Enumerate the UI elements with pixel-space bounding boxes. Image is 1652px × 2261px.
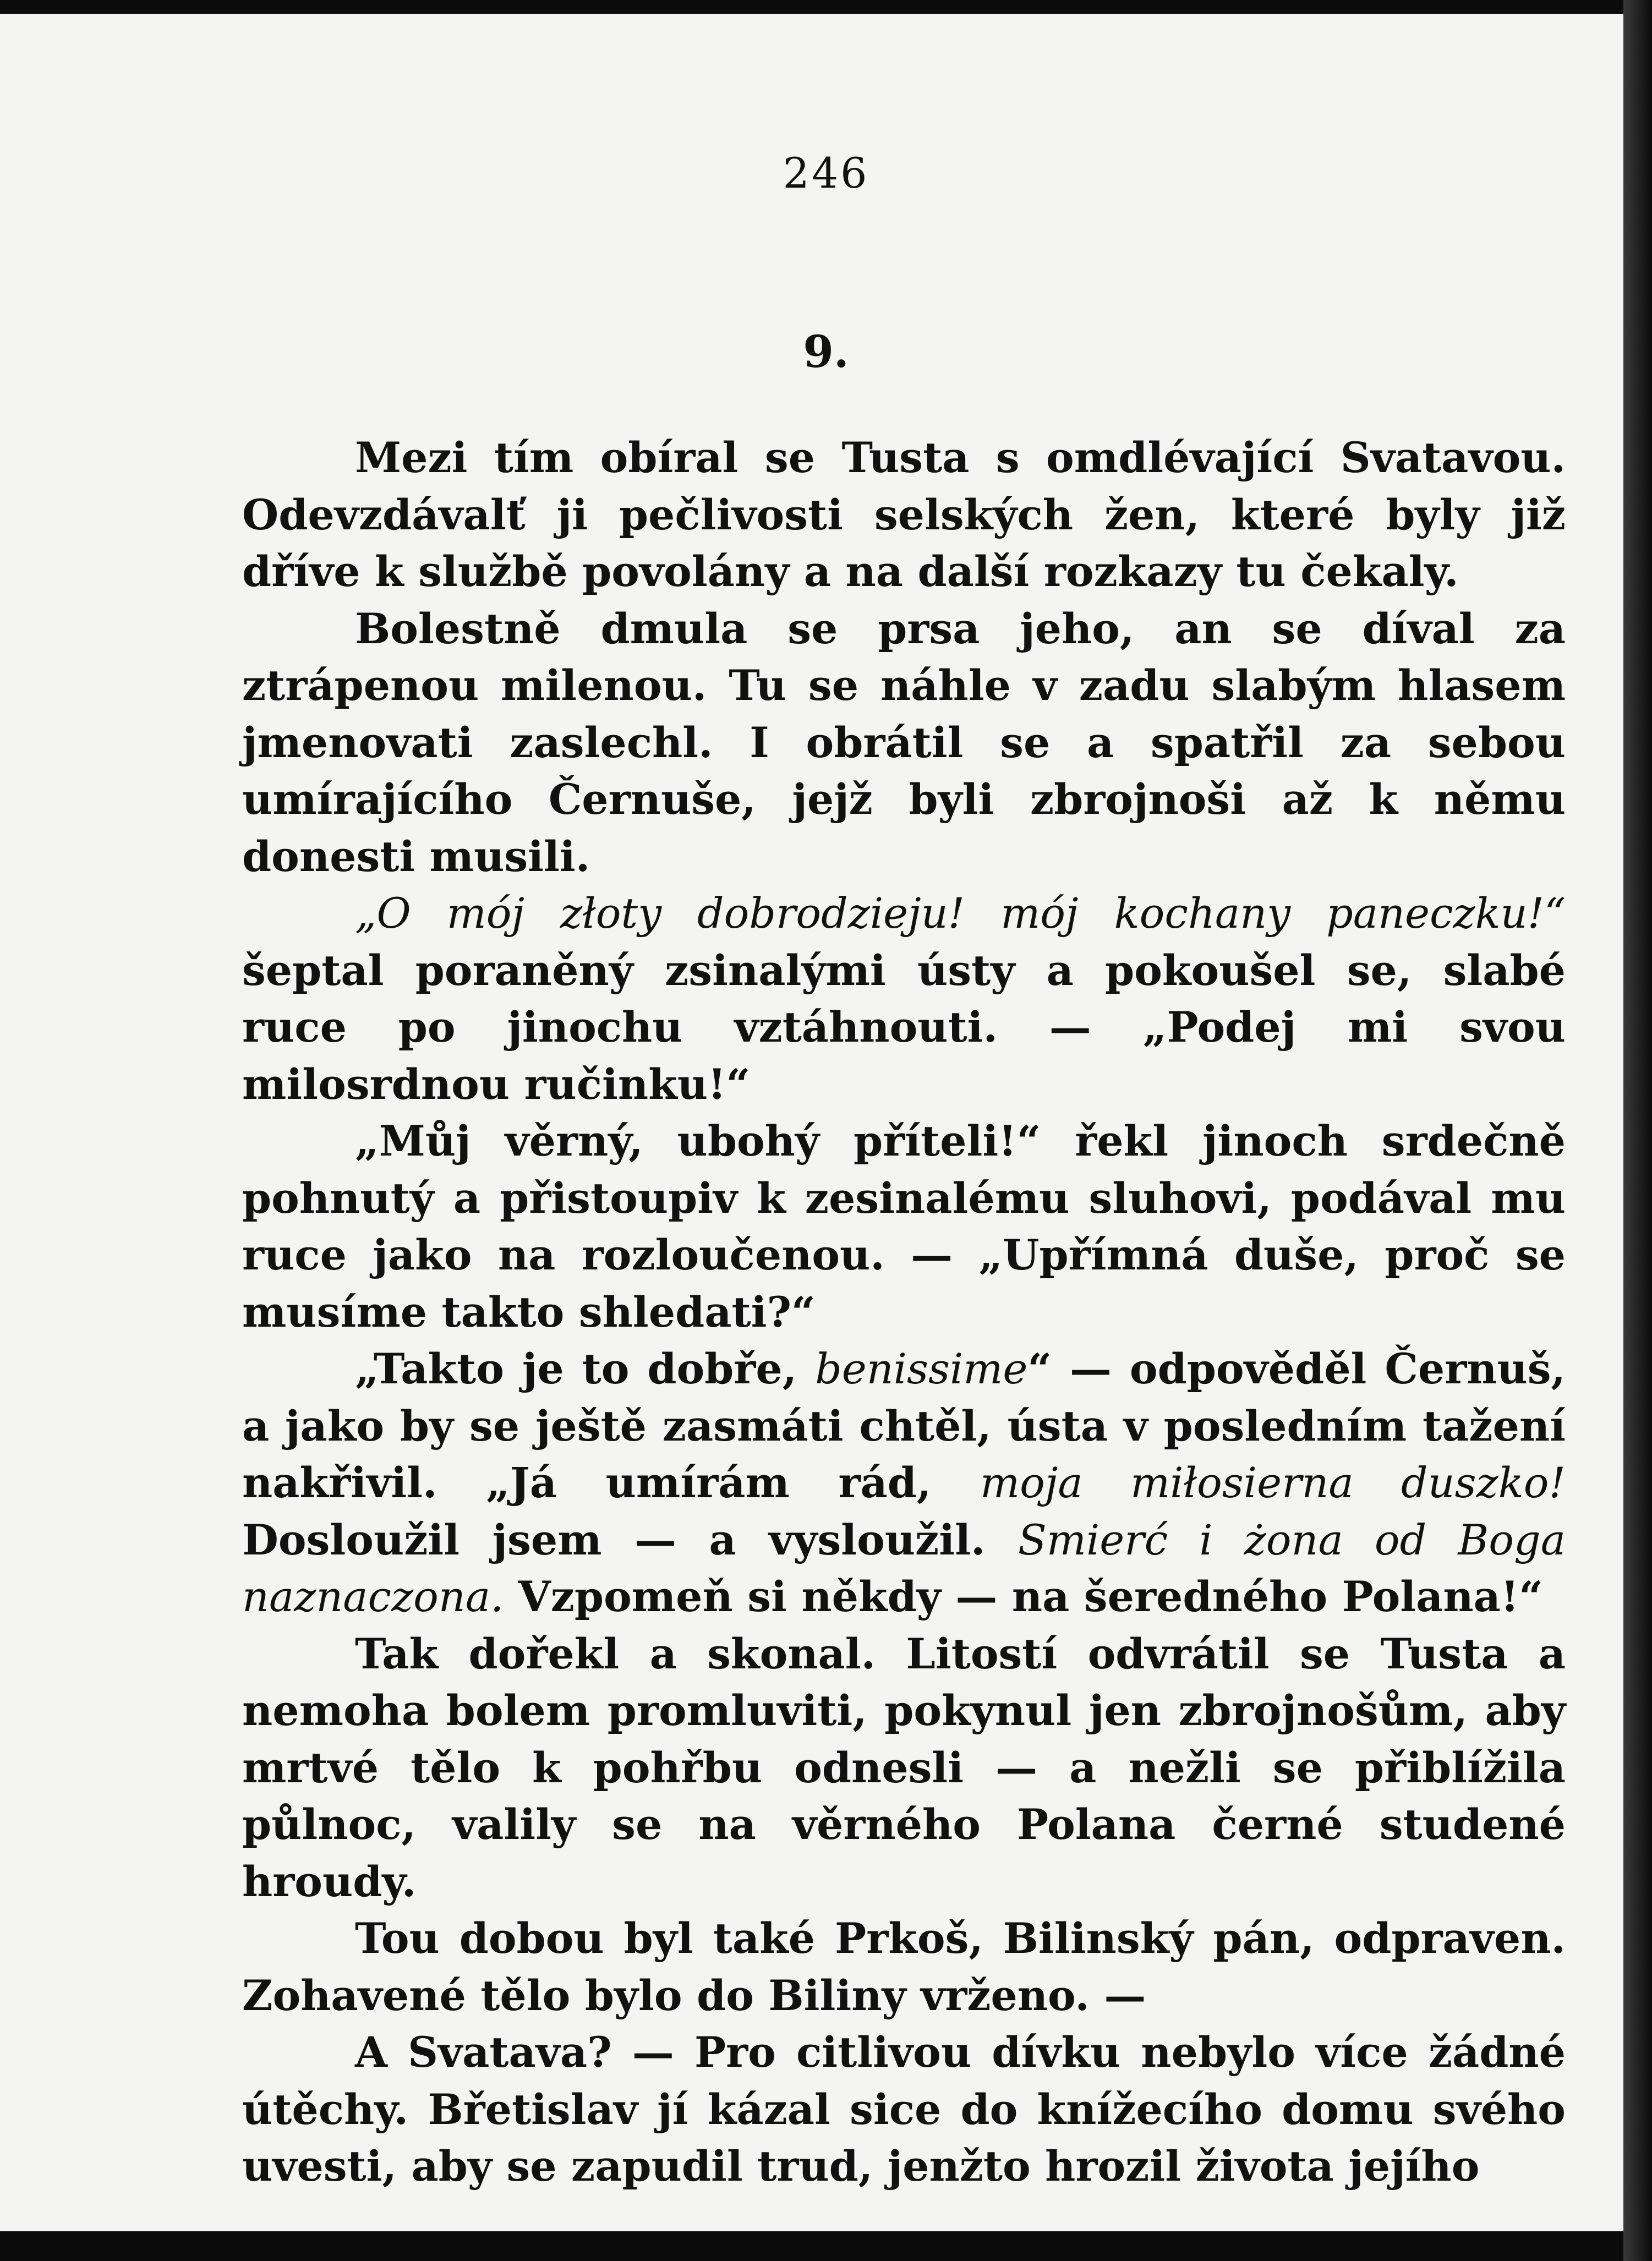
paragraph [242,2024,1566,2195]
text-run: Bolestně dmula se prsa jeho, an se díval za ztrápenou milenou. Tu se náhle v zadu slabým hlasem jmenovati zaslechl. I obrátil se a spatřil za sebou umírajícího Černuše, jejž byli zbrojnoši až k němu donesti musili. [242,604,1566,881]
text-run: Tou dobou byl také Prkoš, Bilinský pán, odpraven. Zohavené tělo bylo do Biliny vrženo. — [242,1914,1566,2020]
paragraph [242,1340,1566,1625]
paragraph [242,600,1566,885]
paragraph [242,885,1566,1113]
text-run: šeptal poraněný zsinalými ústy a pokoušel se, slabé ruce po jinochu vztáhnouti. — „Podej mi svou milosrdnou ručinku!“ [242,945,1566,1109]
italic-run: benissime [815,1344,1028,1393]
text-run: A Svatava? — Pro citlivou dívku nebylo více žádné útěchy. Břetislav jí kázal sice do knížecího domu svého uvesti, aby se zapudil trud, jenžto hrozil života jejího [242,2028,1566,2191]
paragraph [242,429,1566,600]
text-run: „Můj věrný, ubohý příteli!“ řekl jinoch srdečně pohnutý a přistoupiv k zesinalému sluhovi, podával mu ruce jako na rozloučenou. — „Upřímná duše, proč se musíme takto shledati?“ [242,1116,1566,1337]
body-text [242,429,1566,2195]
italic-run: moja miłosierna duszko! [980,1458,1566,1507]
page-number: 246 [783,149,869,198]
chapter-heading: 9. [803,326,849,377]
italic-run: Smierć i żona od Boga naznaczona. [242,1515,1566,1621]
text-run: Dosloužil jsem — a vysloužil. [242,1515,1018,1564]
paragraph [242,1625,1566,1910]
text-run: Vzpomeň si někdy — na šeredného Polana!“ [504,1572,1543,1621]
text-run: Tak dořekl a skonal. Litostí odvrátil se Tusta a nemoha bolem promluviti, pokynul jen zbrojnošům, aby mrtvé tělo k pohřbu odnesli — a nežli se přiblížila půlnoc, valily se na věrného Polana černé studené hroudy. [242,1629,1566,1906]
text-run: “ — odpověděl Černuš, a jako by se ještě zasmáti chtěl, ústa v posledním tažení nakřivil. „Já umírám rád, [242,1344,1566,1507]
text-run: „Takto je to dobře, [355,1344,816,1393]
text-run: Mezi tím obíral se Tusta s omdlévající Svatavou. Odevzdávalť ji pečlivosti selských žen, které byly již dříve k službě povolány a na další rozkazy tu čekaly. [242,433,1566,596]
italic-run: „O mój złoty dobrodzieju! mój kochany paneczku!“ [355,889,1566,938]
paragraph [242,1910,1566,2024]
paragraph [242,1113,1566,1340]
